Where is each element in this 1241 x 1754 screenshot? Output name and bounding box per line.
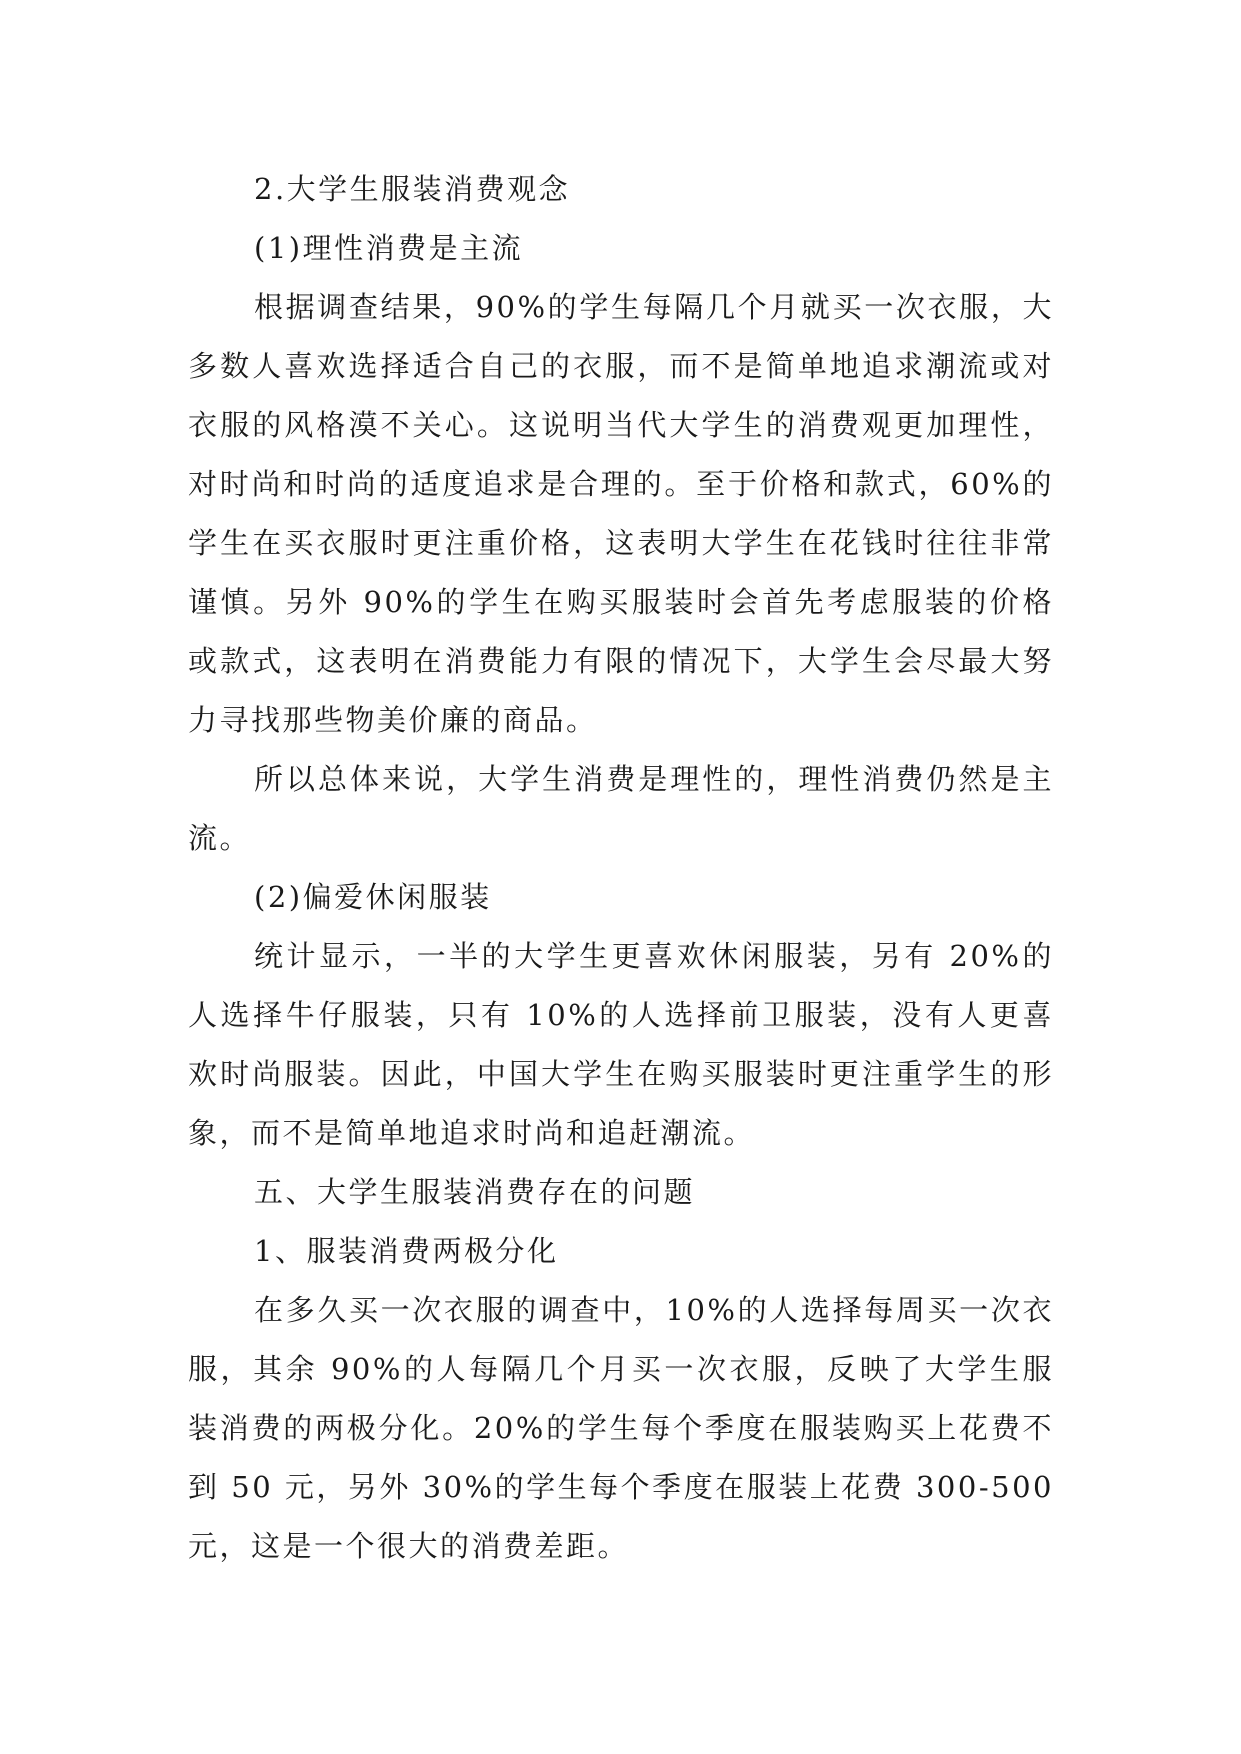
body-paragraph: 在多久买一次衣服的调查中，10%的人选择每周买一次衣服，其余 90%的人每隔几个月买一次衣服，反映了大学生服装消费的两极分化。20%的学生每个季度在服装购买上花费不到 50 元，另外 30%的学生每个季度在服装上花费 300-500 元，这是一个很大的消费差距。 [188, 1293, 1054, 1563]
section-heading: 五、大学生服装消费存在的问题 [254, 1175, 696, 1209]
subsection-heading: 1、服装消费两极分化 [254, 1234, 559, 1268]
body-paragraph: 根据调查结果，90%的学生每隔几个月就买一次衣服，大多数人喜欢选择适合自己的衣服，而不是简单地追求潮流或对衣服的风格漠不关心。这说明当代大学生的消费观更加理性，对时尚和时尚的适度追求是合理的。至于价格和款式，60%的学生在买衣服时更注重价格，这表明大学生在花钱时往往非常谨慎。另外 90%的学生在购买服装时会首先考虑服装的价格或款式，这表明在消费能力有限的情况下，大学生会尽最大努力寻找那些物美价廉的商品。 [188, 290, 1054, 737]
section-heading: 2.大学生服装消费观念 [254, 172, 571, 206]
subsection-heading: (1)理性消费是主流 [254, 231, 524, 265]
document-body [188, 160, 1054, 1576]
subsection-heading: (2)偏爱休闲服装 [254, 880, 492, 914]
body-paragraph: 统计显示，一半的大学生更喜欢休闲服装，另有 20%的人选择牛仔服装，只有 10%的人选择前卫服装，没有人更喜欢时尚服装。因此，中国大学生在购买服装时更注重学生的形象，而不是简单地追求时尚和追赶潮流。 [188, 939, 1054, 1150]
body-paragraph: 所以总体来说，大学生消费是理性的，理性消费仍然是主流。 [188, 762, 1054, 855]
